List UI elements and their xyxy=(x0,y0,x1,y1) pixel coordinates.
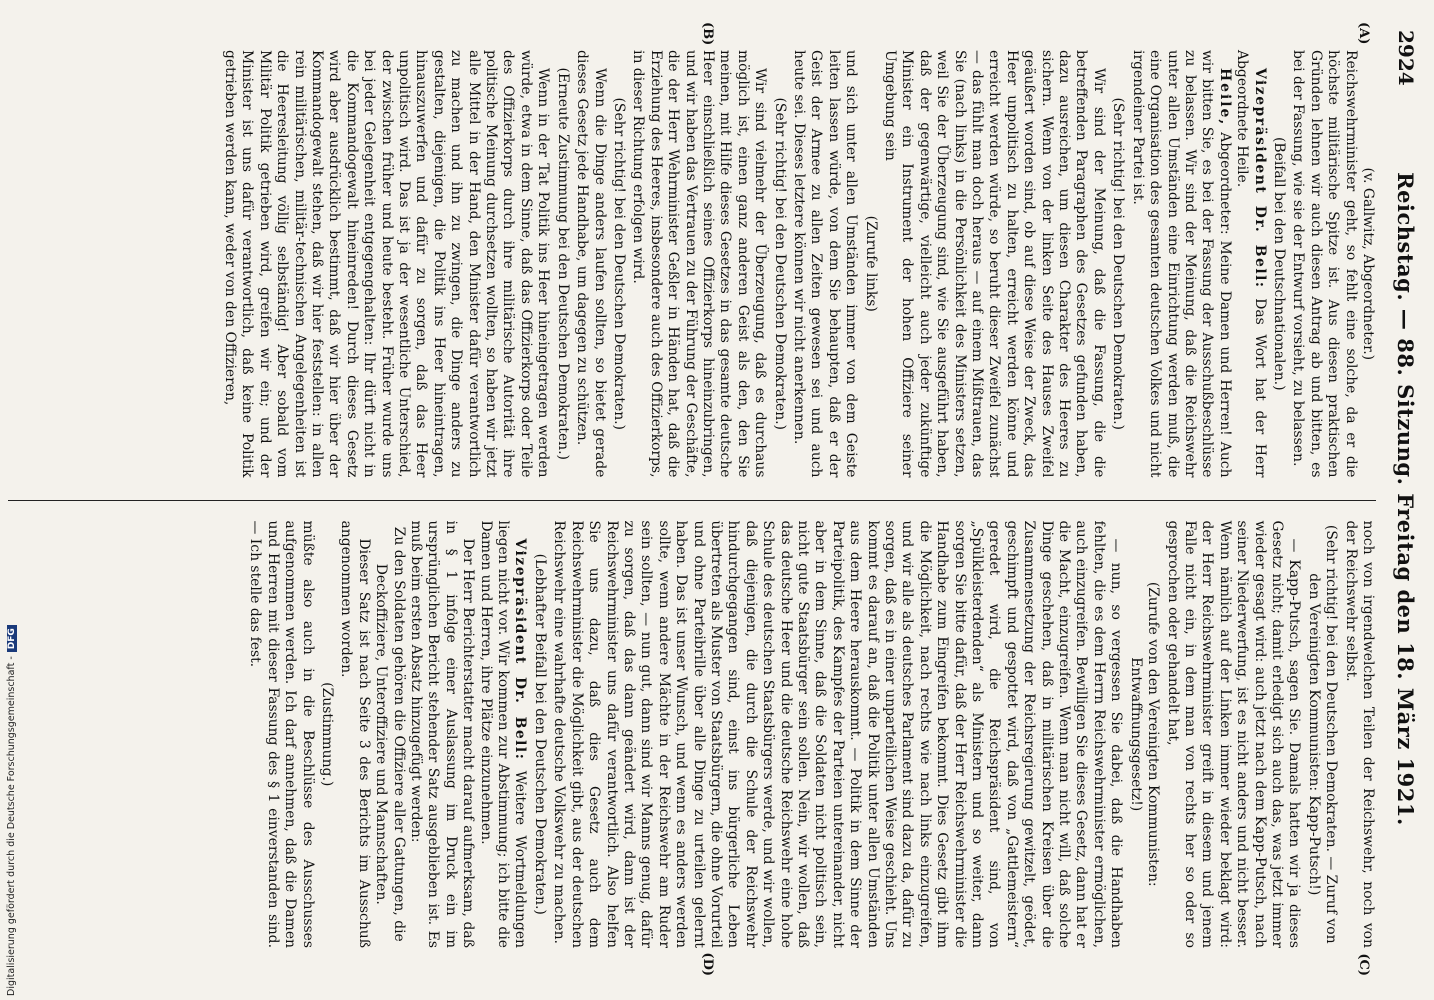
paragraph: Vizepräsident Dr. Bell: Das Wort hat der Herr Abgeordnete Heile. xyxy=(1234,50,1268,478)
text-columns xyxy=(8,22,1376,976)
paragraph: Wenn die Dinge anders laufen sollten, so bietet gerade dieses Gesetz jede Handhabe, um dagegen zu schützen. xyxy=(574,50,608,478)
paragraph: noch von irgendwelchen Teilen der Reichswehr, noch von der Reichswehr selbst. xyxy=(1342,520,1376,948)
reaction: (Sehr richtig! bei den Deutschen Demokraten. — Zuruf von den Vereinigten Kommunisten: Kapp-Putsch!) xyxy=(1305,524,1340,944)
paragraph: müßte also auch in die Beschlüsse des Ausschusses aufgenommen werden. Ich darf annehmen, daß die Damen und Herren mit dieser Fassung des § 1 einverstanden sind. — Ich stelle das fest. xyxy=(247,520,316,948)
reaction: (Sehr richtig! bei den Deutschen Demokraten.) xyxy=(610,97,627,430)
margin-marker-b: (B) xyxy=(700,22,715,46)
paragraph: und sich unter allen Umständen immer von dem Geiste leiten lassen würde, von dem Sie behaupten, daß er der Geist der Armee zu allen Zeiten gewesen sei und auch heute sei. Dieses letztere können wir nicht anerkennen. xyxy=(791,50,860,478)
reaction: (Sehr richtig! bei den Deutschen Demokraten.) xyxy=(1110,97,1127,430)
margin-marker-c: (C) xyxy=(1356,953,1371,976)
page-header xyxy=(1382,22,1424,976)
page-number: 2924 xyxy=(1394,30,1418,86)
reaction: (Lebhafter Beifall bei den Deutschen Demokraten.) xyxy=(531,553,548,915)
reaction: (Zustimmung.) xyxy=(319,682,336,787)
paragraph: Reichswehrminister geht, so fehlt eine solche, da er die höchste militärische Spitze ist. Aus diesen praktischen Gründen lehnen wir auch diesen Antrag ab und bitten, es bei der Fassung, wie sie der Entwurf vorsieht, zu belassen. xyxy=(1290,50,1359,478)
paragraph: — nun, so vergessen Sie dabei, daß die Handhaben fehlten, die es dem Herrn Reichswehrminister ermöglichen, auch einzugreifen. Bewilligen Sie dieses Gesetz, dann hat er die Macht, einzugreifen. Wenn man nicht will, daß solche Dinge geschehen, daß in militärischen Kreisen über die Zusammensetzung der Reichsregierung gewitzelt, geödet, geschimpft und gespottet wird, daß von „Gattlemeistern“ geredet wird, die Reichspräsident sind, von „Spülkleisterdenden“ als Ministern und so weiter, dann sorgen Sie bitte dafür, daß der Herr Reichswehrminister die Handhabe zum Eingreifen bekommt. Dies Gesetz gibt ihm die Möglichkeit, nach rechts wie nach links einzugreifen, und wir alle als deutsches Parlament sind dazu da, dafür zu sorgen, daß es in einer unparteilichen Weise geschieht. Uns kommt es darauf an, daß die Politik unter allen Umständen aus dem Heere herauskommt. — Politik in dem Sinne der Parteipolitik, des Kampfes der Parteien untereinander, nicht aber in dem Sinne, daß die Soldaten nicht politisch sein, nicht gute Staatsbürger sein sollen. Nein, wir wollen, daß das deutsche Heer und die deutsche Reichswehr eine hohe Schule des deutschen Staatsbürgers werde, und wir wollen, daß diejenigen, die durch die Schule der Reichswehr hindurchgegangen sind, einst ins bürgerliche Leben übertreten als Muster von Staatsbürgern, die ohne Vorurteil und ohne Parteibrille über alle Dinge zu urteilen gelernt haben. Das ist unser Wunsch, und wenn es anders werden sollte, wenn andere Mächte in der Reichswehr am Ruder sein sollten, — nun gut, dann sind wir Manns genug, dafür zu sorgen, daß das dann geändert wird, dann ist der Reichswehrminister uns dafür verantwortlich. Also helfen Sie uns dazu, daß dies Gesetz auch dem Reichswehrminister die Möglichkeit gibt, aus der deutschen Reichswehr eine wahrhafte deutsche Volkswehr zu machen. xyxy=(551,520,1125,948)
paragraph: Vizepräsident Dr. Bell: Weitere Wortmeldungen liegen nicht vor. Wir kommen zur Abstimmung; ich bitte die Damen und Herren, ihre Plätze einzunehmen. xyxy=(477,520,529,948)
running-speaker: (v. Gallwitz, Abgeordneter.) xyxy=(1360,167,1376,361)
margin-marker-a: (A) xyxy=(1356,22,1371,45)
speaker-name: Vizepräsident Dr. Bell: xyxy=(1251,68,1268,289)
page-title: Reichstag. — 88. Sitzung. Freitag den 18. März 1921. xyxy=(1393,172,1418,826)
quoted-sentence: Zu den Soldaten gehören die Offiziere aller Gattungen, die Deckoffiziere, Unteroffiziere und Mannschaften. xyxy=(373,526,407,942)
dfg-logo: DFG xyxy=(7,625,17,652)
paragraph: Der Herr Berichterstatter macht darauf aufmerksam, daß in § 1 infolge einer Auslassung im Druck ein im ursprünglichen Bericht stehender Satz ausgeblieben ist. Es muß beim ersten Absatz hinzugefügt werden: xyxy=(408,520,477,948)
speaker-name: Heile, xyxy=(1216,68,1233,127)
reaction: (Sehr richtig! bei den Deutschen Demokraten.) xyxy=(771,97,788,430)
reaction: (Beifall bei den Deutschnationalen.) xyxy=(1270,137,1287,391)
right-column xyxy=(8,501,1376,977)
left-column xyxy=(8,22,1376,500)
reaction: (Erneute Zustimmung bei den Deutschen Demokraten.) xyxy=(554,67,571,460)
digitization-credit xyxy=(6,0,17,996)
speaker-name: Vizepräsident Dr. Bell: xyxy=(512,538,529,761)
paragraph: Wenn in der Tat Politik ins Heer hineingetragen werden würde, etwa in dem Sinne, daß das Offizierkorps oder Teile des Offizierkorps durch ihre militärische Autorität ihre politische Meinung durchsetzen wollten, so haben wir jetzt alle Mittel in der Hand, den Minister dafür verantwortlich zu machen und ihn zu zwingen, die Dinge anders zu gestalten, diejenigen, die Politik ins Heer hineintragen, hinauszuwerfen und dafür zu sorgen, daß das Heer unpolitisch wird. Das ist ja der wesentliche Unterschied, der zwischen früher und heute besteht. Früher wurde uns bei jeder Gelegenheit entgegengehalten: Ihr dürft nicht in die Kommandogewalt hineinreden! Durch dieses Gesetz wird aber ausdrücklich bestimmt, daß wir hier über der Kommandogewalt stehen, daß wir hier feststellen: in allen rein militärischen, militär-technischen Angelegenheiten ist die Heeresleitung völlig selbständig! Aber sobald vom Militär Politik getrieben wird, greifen wir ein; und der Minister ist uns dafür verantwortlich, daß keine Politik getrieben werden kann, weder von den Offizieren, xyxy=(222,50,552,478)
margin-marker-d: (D) xyxy=(700,952,715,976)
credit-text: Digitalisierung gefördert durch die Deutsche Forschungsgemeinschaft - xyxy=(6,656,17,996)
paragraph: Dieser Satz ist nach Seite 3 des Berichts im Ausschuß angenommen worden. xyxy=(338,520,372,948)
paragraph: Heile, Abgeordneter: Meine Damen und Herren! Auch wir bitten Sie, es bei der Fassung der Ausschußbeschlüsse zu belassen. Wir sind der Meinung, daß die Reichswehr unter allen Umständen eine Einrichtung werden muß, die eine Organisation des gesamten deutschen Volkes und nicht irgendeiner Partei ist. xyxy=(1129,50,1233,478)
reaction: (Zurufe links) xyxy=(862,215,879,312)
reaction: (Zurufe von den Vereinigten Kommunisten: Entwaffnungsgesetz!) xyxy=(1127,581,1162,887)
paragraph: — Kapp-Putsch, sagen Sie. Damals hatten wir ja dieses Gesetz nicht; damit erledigt sich auch das, was jetzt immer wieder gesagt wird: auch jetzt nach dem Kapp-Putsch, nach seiner Niederwerfung, ist es nicht anders und nicht besser. Wenn nämlich auf der Linken immer wieder beklagt wird: der Herr Reichswehrminister greift in diesem und jenem Falle nicht ein, in dem man von rechts her so oder so gesprochen oder gehandelt hat, xyxy=(1164,520,1303,948)
paragraph: Wir sind der Meinung, daß die Fassung, die die betreffenden Paragraphen des Gesetzes gefunden haben, dazu ausreichen, um diesen Charakter des Heeres zu sichern. Wenn von der linken Seite des Hauses Zweifel geäußert worden sind, ob auf diese Weise der Zweck, das Heer unpolitisch zu halten, erreicht werden könne und erreicht werden würde, so beruht dieser Zweifel zunächst — das fühlt man doch heraus — auf einem Mißtrauen, das Sie (nach links) in die Persönlichkeit des Ministers setzen, weil Sie der Überzeugung sind, wie Sie ausgeführt haben, daß der gegenwärtige, vielleicht auch jeder zukünftige Minister ein Instrument der hohen Offiziere seiner Umgebung sein xyxy=(882,50,1107,478)
paragraph: Wir sind vielmehr der Überzeugung, daß es durchaus möglich ist, einen ganz anderen Geist als den, den Sie meinen, mit Hilfe dieses Gesetzes in das gesamte deutsche Heer einschließlich seines Offizierkorps hineinzubringen, und wir haben das Vertrauen zu der Führung der Geschäfte, die der Herr Wehrminister Geßler in Händen hat, daß die Erziehung des Heeres, insbesondere auch des Offizierkorps, in dieser Richtung erfolgen wird. xyxy=(630,50,769,478)
